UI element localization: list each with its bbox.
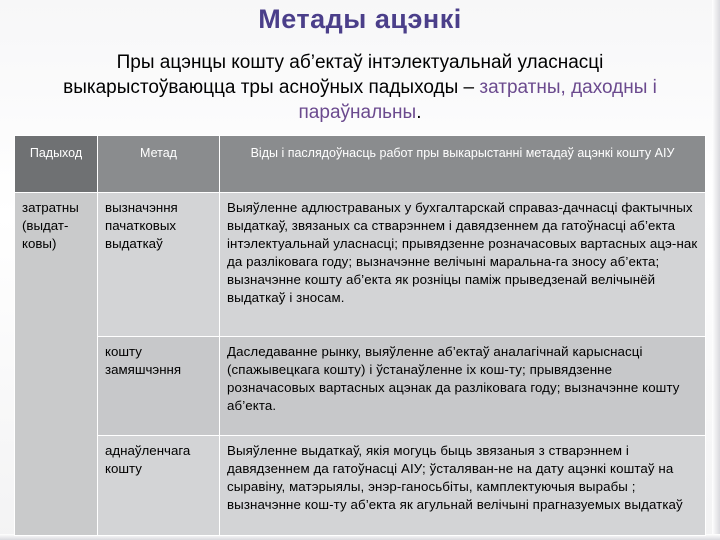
method-cell: вызначэння пачатковых выдаткаў — [98, 193, 220, 337]
subtitle-end-text: . — [416, 102, 422, 123]
table-row — [15, 436, 706, 536]
header-method: Метад — [98, 136, 220, 193]
description-cell: Выяўленне адлюстраваных у бухгалтарскай справаз-дачнасці фактычных выдаткаў, звязаных са стварэннем і давядзеннем да гатоўнасці аб’екта інтэлектуальнай уласнасці; прывядзенне розначасовых вартасных ацэ-нак да разліковага году; вызначэнне велічыні маральна-га зносу аб’екта; вызначэнне кошту аб’екта як розніцы паміж прыведзенай велічынёй выдаткаў і зносам. — [220, 193, 706, 337]
table-header-row — [15, 136, 706, 193]
header-approach: Падыход — [15, 136, 98, 193]
subtitle-main-text: Пры ацэнцы кошту аб’ектаў інтэлектуальнай уласнасці выкарыстоўваюцца тры асноўных падыходы – — [63, 52, 604, 98]
table-row — [15, 193, 706, 337]
method-cell: кошту замяшчэння — [98, 336, 220, 436]
header-description: Віды і паслядоўнасць работ пры выкарыстанні метадаў ацэнкі кошту АІУ — [220, 136, 706, 193]
description-cell: Выяўленне выдаткаў, якія могуць быць звязаныя з стварэннем і давядзеннем да гатоўнасці АІУ; ўсталяван-не на дату ацэнкі коштаў на сыравіну, матэрыялы, энэр-ганосьбіты, камплектуючыя вырабы ; вызначэнне кош-ту аб’екта як агульнай велічыні прагназуемых выдаткаў — [220, 436, 706, 536]
description-cell: Даследаванне рынку, выяўленне аб’ектаў аналагічнай карыснасці (спажывецкага кошту) і ўстанаўленне іх кош-ту; прывядзенне розначасовых вартасных ацэнак да разліковага году; вызначэнне кошту аб’екта. — [220, 336, 706, 436]
slide-edge-right — [712, 0, 720, 540]
subtitle-highlight-text: затратны, даходны і параўнальны — [298, 77, 657, 123]
approach-cell: затратны (выдат-ковы) — [15, 193, 98, 536]
slide-title: Метады ацэнкі — [258, 4, 462, 34]
method-cell: аднаўленчага кошту — [98, 436, 220, 536]
table-row — [15, 336, 706, 436]
methods-table — [14, 135, 706, 536]
slide-subtitle — [30, 50, 690, 125]
